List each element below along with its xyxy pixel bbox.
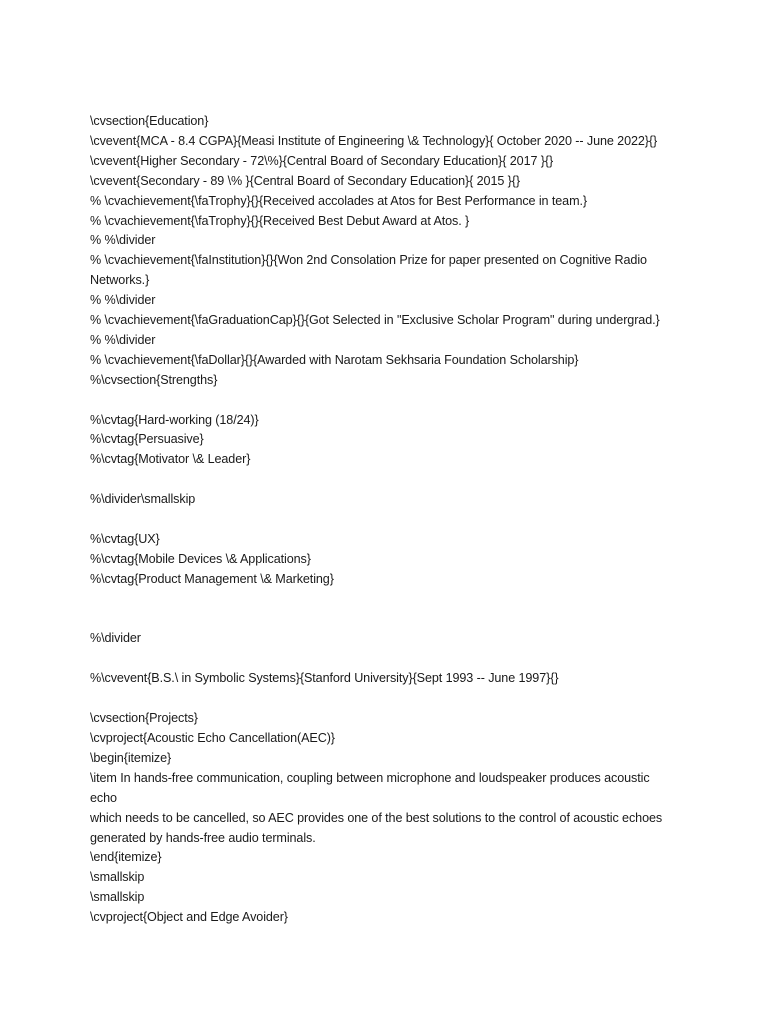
- text-line: %\cvtag{Mobile Devices \& Applications}: [90, 551, 311, 566]
- text-line: [90, 610, 690, 630]
- text-line: %\cvtag{Product Management \& Marketing}: [90, 571, 334, 586]
- text-line: [90, 689, 690, 709]
- text-line: %\cvevent{B.S.\ in Symbolic Systems}{Stanford University}{Sept 1993 -- June 1997}{}: [90, 671, 559, 686]
- text-line: \cvevent{Secondary - 89 \% }{Central Board of Secondary Education}{ 2015 }{}: [90, 173, 520, 188]
- text-line: which needs to be cancelled, so AEC provides one of the best solutions to the control of acoustic echoes: [90, 810, 663, 825]
- text-line: \begin{itemize}: [90, 750, 172, 765]
- text-line: \end{itemize}: [90, 850, 162, 865]
- text-line: [90, 510, 690, 530]
- text-line: \item In hands-free communication, coupling between microphone and loudspeaker produces acoustic: [90, 770, 650, 785]
- text-line: [90, 590, 690, 610]
- document-body: [90, 112, 690, 928]
- text-line: %\divider: [90, 631, 141, 646]
- text-line: \smallskip: [90, 890, 145, 905]
- text-line: \smallskip: [90, 870, 145, 885]
- text-line: %\cvtag{Hard-working (18/24)}: [90, 412, 259, 427]
- text-line: \cvevent{Higher Secondary - 72\%}{Central Board of Secondary Education}{ 2017 }{}: [90, 153, 554, 168]
- text-line: generated by hands-free audio terminals.: [90, 830, 316, 845]
- text-line: % \cvachievement{\faDollar}{}{Awarded with Narotam Sekhsaria Foundation Scholarship}: [90, 352, 579, 367]
- text-line: \cvproject{Acoustic Echo Cancellation(AEC)}: [90, 730, 335, 745]
- text-line: [90, 649, 690, 669]
- text-line: %\cvsection{Strengths}: [90, 372, 218, 387]
- text-line: echo: [90, 790, 117, 805]
- text-line: \cvsection{Projects}: [90, 711, 198, 726]
- text-line: %\cvtag{Motivator \& Leader}: [90, 452, 251, 467]
- text-line: % %\divider: [90, 233, 156, 248]
- text-line: \cvsection{Education}: [90, 114, 209, 128]
- text-line: %\cvtag{UX}: [90, 531, 160, 546]
- text-line: % %\divider: [90, 332, 156, 347]
- text-line: %\divider\smallskip: [90, 492, 196, 507]
- text-line: % \cvachievement{\faGraduationCap}{}{Got Selected in "Exclusive Scholar Program" during undergrad.}: [90, 313, 660, 328]
- text-line: [90, 391, 690, 411]
- text-line: % \cvachievement{\faTrophy}{}{Received Best Debut Award at Atos. }: [90, 213, 470, 228]
- text-line: % %\divider: [90, 293, 156, 308]
- text-line: Networks.}: [90, 273, 150, 288]
- text-line: \cvevent{MCA - 8.4 CGPA}{Measi Institute of Engineering \& Technology}{ October 2020 -- June 2022}{}: [90, 133, 658, 148]
- text-line: % \cvachievement{\faTrophy}{}{Received accolades at Atos for Best Performance in team.}: [90, 193, 587, 208]
- text-line: \cvproject{Object and Edge Avoider}: [90, 910, 288, 925]
- text-line: [90, 470, 690, 490]
- text-line: % \cvachievement{\faInstitution}{}{Won 2nd Consolation Prize for paper presented on Cognitive Radio: [90, 253, 647, 268]
- text-line: %\cvtag{Persuasive}: [90, 432, 204, 447]
